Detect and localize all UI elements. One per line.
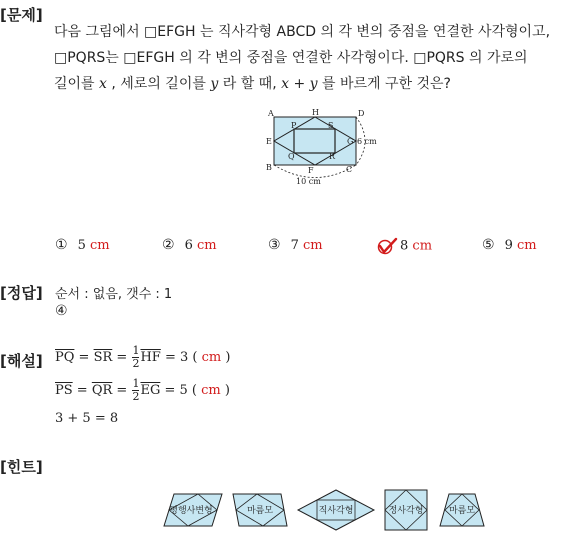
answer-meta: 순서 : 없음, 갯수 : 1 bbox=[55, 287, 173, 302]
explanation-label: [해설] bbox=[0, 352, 43, 370]
problem-line-1: 다음 그림에서 □EFGH 는 직사각형 ABCD 의 각 변의 중점을 연결한 사각형이고, bbox=[54, 24, 551, 40]
choice-4[interactable]: 8 cm bbox=[376, 237, 432, 255]
choice-1[interactable]: ① 5 cm bbox=[55, 237, 110, 253]
label-c: C bbox=[346, 165, 353, 174]
label-q: Q bbox=[288, 152, 295, 161]
hint-trapezoid: 마름모 bbox=[437, 490, 487, 530]
hint-parallelogram: 평행사변형 bbox=[156, 490, 226, 530]
width-label: 10 cm bbox=[296, 177, 321, 186]
answer-label: [정답] bbox=[0, 284, 43, 302]
hint-label: [힌트] bbox=[0, 458, 43, 476]
width-brace bbox=[274, 165, 356, 178]
label-h: H bbox=[312, 108, 319, 117]
hint-square: 정사각형 bbox=[382, 488, 430, 532]
hint-rectangle: 직사각형 bbox=[296, 488, 376, 532]
hint-rhombus-1: 마름모 bbox=[229, 490, 291, 530]
rectangle-figure bbox=[258, 104, 392, 190]
check-mark-icon bbox=[376, 237, 398, 255]
label-r: R bbox=[329, 152, 336, 161]
problem-line-2: □PQRS는 □EFGH 의 각 변의 중점을 연결한 사각형이다. □PQRS 의 가로의 bbox=[54, 50, 528, 66]
label-b: B bbox=[266, 163, 272, 172]
explanation-eq-2: $\overline{PS} = \overline{QR}$ = $\frac{1}{2}$ $\overline{EG} = 5$ ( cm ) bbox=[55, 377, 230, 403]
label-e: E bbox=[266, 137, 272, 146]
choice-3[interactable]: ③ 7 cm bbox=[268, 237, 323, 253]
label-f: F bbox=[308, 166, 314, 175]
label-d: D bbox=[358, 109, 365, 118]
answer-value: ④ bbox=[55, 303, 68, 319]
explanation-eq-3: 3 + 5 = 8 bbox=[55, 411, 119, 426]
rect-abcd bbox=[274, 117, 356, 165]
label-a: A bbox=[268, 109, 274, 118]
choice-5[interactable]: ⑤ 9 cm bbox=[482, 237, 537, 253]
problem-text bbox=[54, 19, 588, 97]
label-s: S bbox=[328, 121, 334, 130]
label-g: G bbox=[347, 137, 354, 146]
label-p: P bbox=[291, 121, 297, 130]
explanation-eq-1: $\overline{PQ} = \overline{SR}$ = $\frac{1}{2}$ $\overline{HF} = 3$ ( cm ) bbox=[55, 344, 231, 370]
problem-label: [문제] bbox=[0, 6, 43, 24]
fraction-half: $\frac{1}{2}$ bbox=[132, 344, 140, 370]
choice-2[interactable]: ② 6 cm bbox=[162, 237, 217, 253]
problem-line-3: 길이를 x , 세로의 길이를 y 라 할 때, x + y 를 바르게 구한 것은? bbox=[54, 76, 451, 92]
height-label: 6 cm bbox=[357, 137, 377, 146]
fraction-half: $\frac{1}{2}$ bbox=[132, 377, 140, 403]
